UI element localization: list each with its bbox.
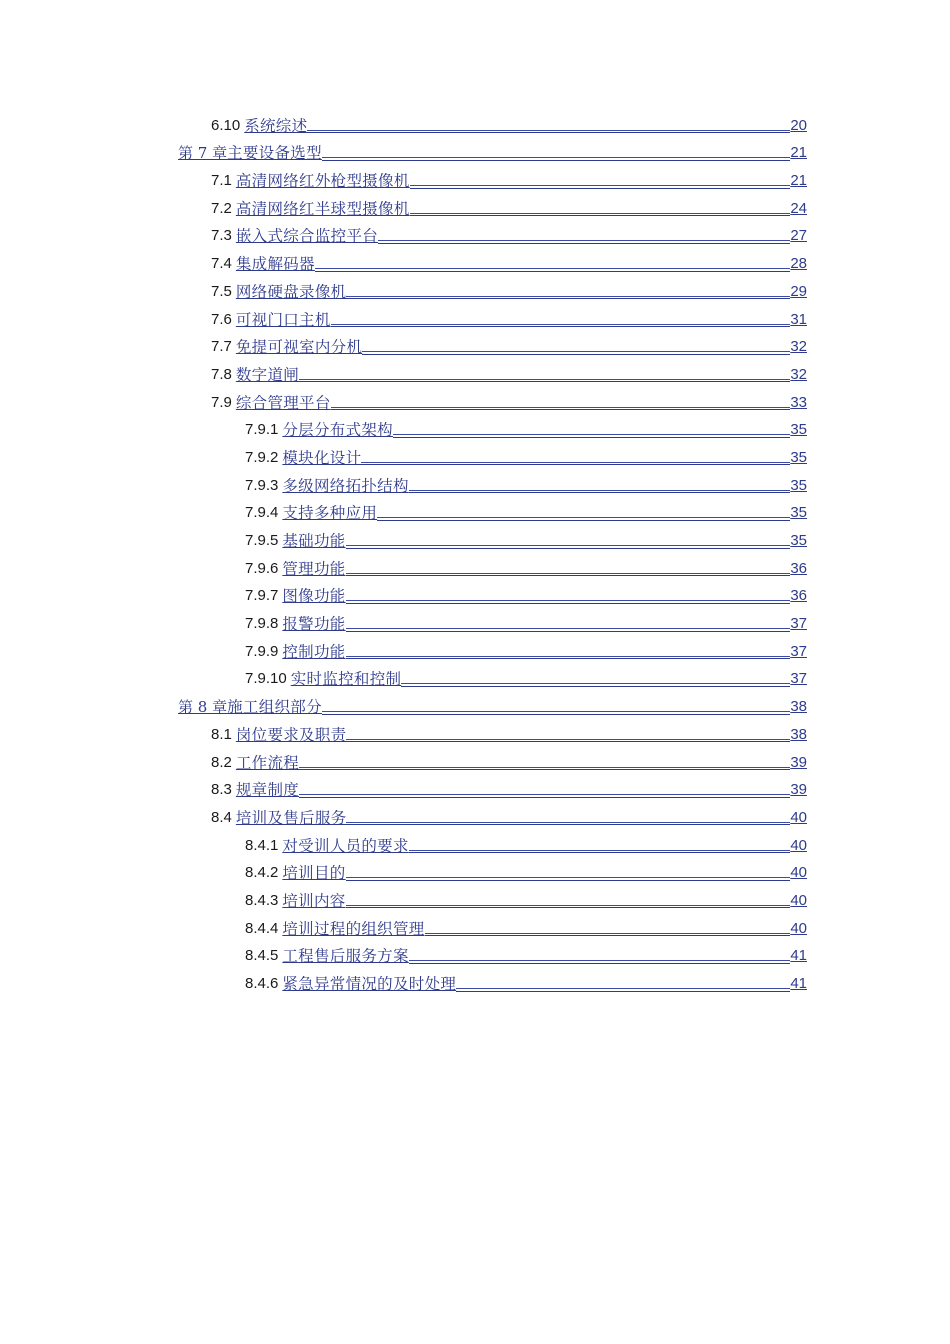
toc-entry-link[interactable] [245,920,807,938]
toc-section-title[interactable]: 高清网络红外枪型摄像机 [235,172,410,191]
toc-page-number[interactable]: 38 [790,725,807,743]
toc-leader-line [322,710,790,712]
toc-entry[interactable] [0,776,950,804]
toc-entry[interactable] [0,443,950,471]
toc-entry[interactable] [0,166,950,194]
toc-entry-link[interactable] [178,144,807,162]
toc-section-number: 8.4 [211,808,232,826]
toc-entry-link[interactable] [211,338,807,356]
toc-entry-link[interactable] [211,726,807,744]
toc-entry[interactable] [0,637,950,665]
toc-entry[interactable] [0,305,950,333]
toc-section-number: 7.6 [211,310,232,328]
toc-entry[interactable] [0,969,950,997]
toc-section-title[interactable]: 主要设备选型 [227,144,322,163]
toc-page-number[interactable]: 35 [790,504,807,522]
toc-section-title[interactable]: 可视门口主机 [235,310,331,329]
toc-entry[interactable] [0,333,950,361]
toc-entry-link[interactable] [245,892,807,910]
toc-entry-link[interactable] [245,947,807,965]
toc-leader-line [331,406,791,408]
toc-leader-line [346,655,791,657]
toc-section-title[interactable]: 支持多种应用 [282,504,378,523]
toc-page-number[interactable]: 32 [790,365,807,383]
toc-entry[interactable] [0,609,950,637]
toc-section-title[interactable]: 分层分布式架构 [282,421,393,440]
toc-section-title[interactable]: 免提可视室内分机 [235,338,363,357]
toc-leader-line [361,461,790,463]
toc-entry[interactable] [0,471,950,499]
toc-section-number: 7.4 [211,255,232,273]
toc-section-number: 7.9.7 [245,587,279,605]
toc-leader-line [346,904,791,906]
toc-entry-link[interactable] [245,615,807,633]
toc-page-number[interactable]: 21 [790,172,807,190]
toc-leader-line [410,212,791,214]
toc-leader-line [299,766,790,768]
toc-leader-line [346,876,791,878]
toc-entry[interactable] [0,388,950,416]
toc-page-number[interactable]: 40 [790,891,807,909]
toc-section-number: 8.4.3 [245,891,279,909]
toc-entry[interactable] [0,942,950,970]
toc-entry-link[interactable] [245,670,807,688]
toc-entry-link[interactable] [211,172,807,190]
toc-entry[interactable] [0,720,950,748]
toc-section-number: 7.9.3 [245,476,279,494]
toc-leader-line [393,433,790,435]
toc-leader-line [410,184,791,186]
toc-page-number[interactable]: 36 [790,559,807,577]
toc-entry[interactable] [0,139,950,167]
toc-entry-link[interactable] [211,227,807,245]
toc-page-number[interactable]: 36 [790,587,807,605]
toc-entry[interactable] [0,554,950,582]
toc-section-number: 7.2 [211,199,232,217]
toc-entry[interactable] [0,803,950,831]
toc-leader-line [346,572,791,574]
toc-section-title[interactable]: 基础功能 [282,532,346,550]
toc-page-number[interactable]: 40 [790,836,807,854]
toc-page-number[interactable]: 37 [790,615,807,633]
toc-section-number: 7.8 [211,365,232,383]
toc-page-number[interactable]: 40 [790,919,807,937]
toc-section-number: 8.2 [211,753,232,771]
toc-section-number: 8.4.6 [245,975,279,992]
toc-leader-line [331,323,791,325]
toc-entry[interactable] [0,222,950,250]
toc-section-number: 7.9.8 [245,615,279,633]
toc-section-number: 第 7 章 [178,144,228,163]
toc-section-title[interactable]: 管理功能 [282,559,346,578]
toc-entry[interactable] [0,831,950,859]
toc-entry[interactable] [0,886,950,914]
toc-page-number[interactable]: 21 [790,144,807,162]
toc-entry-link[interactable] [211,394,807,412]
toc-entry[interactable] [0,859,950,887]
toc-leader-line [346,599,791,601]
toc-entry-link[interactable] [178,698,807,716]
toc-section-title[interactable]: 高清网络红半球型摄像机 [235,199,410,218]
toc-section-number: 7.3 [211,227,232,245]
toc-leader-line [456,987,790,989]
toc-section-title[interactable]: 岗位要求及职责 [235,725,347,744]
toc-leader-line [401,682,790,684]
toc-leader-line [409,849,791,851]
toc-entry-link[interactable] [245,643,807,661]
toc-section-title[interactable]: 网络硬盘录像机 [235,282,347,301]
toc-entry-link[interactable] [245,864,807,882]
toc-section-number: 7.9.5 [245,532,279,549]
toc-leader-line [346,627,791,629]
toc-section-title[interactable]: 集成解码器 [235,255,315,274]
toc-entry[interactable] [0,277,950,305]
toc-entry-link[interactable] [211,781,807,799]
toc-entry-link[interactable] [245,504,807,522]
toc-leader-line [315,267,790,269]
toc-entry[interactable] [0,111,950,139]
toc-page-number[interactable]: 39 [790,753,807,771]
toc-section-title[interactable]: 紧急异常情况的及时处理 [282,975,457,993]
toc-entry[interactable] [0,692,950,720]
toc-section-number: 8.4.2 [245,864,279,882]
toc-section-title[interactable]: 实时监控和控制 [290,670,402,689]
toc-section-title[interactable]: 培训过程的组织管理 [282,919,425,938]
toc-section-title[interactable]: 工作流程 [235,753,300,772]
toc-entry-link[interactable] [211,117,807,135]
toc-page-number[interactable]: 41 [790,947,807,965]
toc-section-number: 8.3 [211,781,232,799]
toc-entry-link[interactable] [211,283,807,301]
toc-page-number[interactable]: 27 [790,227,807,245]
toc-section-title[interactable]: 图像功能 [282,587,346,606]
toc-entry[interactable] [0,249,950,277]
toc-section-title[interactable]: 施工组织部分 [227,698,322,717]
toc-page-number[interactable]: 39 [790,781,807,799]
toc-leader-line [409,959,791,961]
toc-section-title[interactable]: 对受训人员的要求 [282,836,409,855]
toc-page-number[interactable]: 32 [790,338,807,356]
toc-page-number[interactable]: 37 [790,670,807,688]
toc-section-title[interactable]: 工程售后服务方案 [282,947,409,966]
toc-section-number: 8.1 [211,725,232,743]
toc-entry[interactable] [0,416,950,444]
toc-leader-line [409,489,791,491]
toc-leader-line [307,129,790,131]
toc-page-number[interactable]: 24 [790,199,807,217]
toc-leader-line [299,378,790,380]
toc-leader-line [346,544,791,546]
toc-entry-link[interactable] [245,975,807,993]
toc-entry[interactable] [0,194,950,222]
toc-page-number[interactable]: 35 [790,421,807,439]
toc-entry-link[interactable] [245,477,807,495]
table-of-contents [0,111,950,997]
toc-leader-line [425,932,791,934]
toc-leader-line [346,821,790,823]
toc-leader-line [346,738,790,740]
toc-section-number: 7.9.10 [245,670,287,688]
toc-entry-link[interactable] [245,421,807,439]
toc-page-number[interactable]: 37 [790,642,807,660]
toc-section-title[interactable]: 综合管理平台 [235,393,331,412]
toc-section-number: 7.9.6 [245,559,279,577]
toc-page-number[interactable]: 41 [790,975,807,992]
toc-page-number[interactable]: 40 [790,808,807,826]
toc-page-number[interactable]: 33 [790,393,807,411]
toc-section-number: 7.9.4 [245,504,279,522]
toc-page-number[interactable]: 40 [790,864,807,882]
toc-page-number[interactable]: 38 [790,698,807,716]
toc-section-title[interactable]: 嵌入式综合监控平台 [235,227,379,246]
toc-leader-line [322,156,790,158]
toc-entry[interactable] [0,748,950,776]
toc-section-title[interactable]: 多级网络拓扑结构 [282,476,409,495]
toc-leader-line [299,793,790,795]
toc-section-title[interactable]: 培训内容 [282,891,346,910]
toc-page-number[interactable]: 35 [790,448,807,466]
toc-leader-line [378,239,790,241]
toc-entry-link[interactable] [211,809,807,827]
toc-entry-link[interactable] [245,449,807,467]
toc-entry[interactable] [0,360,950,388]
toc-entry-link[interactable] [211,255,807,273]
toc-entry-link[interactable] [245,837,807,855]
toc-section-number: 8.4.5 [245,947,279,965]
toc-entry-link[interactable] [211,200,807,218]
toc-section-title[interactable]: 数字道闸 [235,365,300,384]
toc-section-number: 7.5 [211,282,232,300]
toc-section-number: 7.7 [211,338,232,356]
toc-entry[interactable] [0,914,950,942]
toc-page-number[interactable]: 35 [790,476,807,494]
toc-section-title[interactable]: 控制功能 [282,642,346,661]
toc-leader-line [377,516,790,518]
toc-page-number[interactable]: 31 [790,310,807,328]
toc-section-number: 7.9.9 [245,642,279,660]
toc-section-number: 7.9.1 [245,421,279,439]
toc-section-title[interactable]: 规章制度 [235,781,300,800]
toc-section-number: 7.9 [211,393,232,411]
toc-section-title[interactable]: 模块化设计 [282,448,362,467]
toc-section-title[interactable]: 培训及售后服务 [235,808,347,827]
toc-leader-line [362,350,790,352]
toc-entry[interactable] [0,665,950,693]
toc-section-number: 8.4.1 [245,836,279,854]
toc-section-number: 7.1 [211,172,232,190]
toc-entry-link[interactable] [211,311,807,329]
toc-section-title[interactable]: 系统综述 [244,116,308,135]
toc-entry[interactable] [0,526,950,554]
toc-page-number[interactable]: 29 [790,282,807,300]
toc-entry[interactable] [0,499,950,527]
toc-section-number: 7.9.2 [245,448,279,466]
toc-page-number[interactable]: 35 [790,532,807,549]
toc-entry-link[interactable] [245,560,807,578]
toc-leader-line [346,295,790,297]
toc-entry-link[interactable] [211,366,807,384]
toc-section-number: 6.10 [211,116,241,134]
toc-page-number[interactable]: 20 [790,116,807,134]
toc-entry-link[interactable] [245,587,807,605]
toc-entry-link[interactable] [211,754,807,772]
toc-entry[interactable] [0,582,950,610]
toc-section-title[interactable]: 报警功能 [282,615,346,634]
toc-section-title[interactable]: 培训目的 [282,864,346,883]
toc-page-number[interactable]: 28 [790,255,807,273]
toc-entry-link[interactable] [245,532,807,550]
toc-section-number: 8.4.4 [245,919,279,937]
toc-section-number: 第 8 章 [178,698,228,717]
